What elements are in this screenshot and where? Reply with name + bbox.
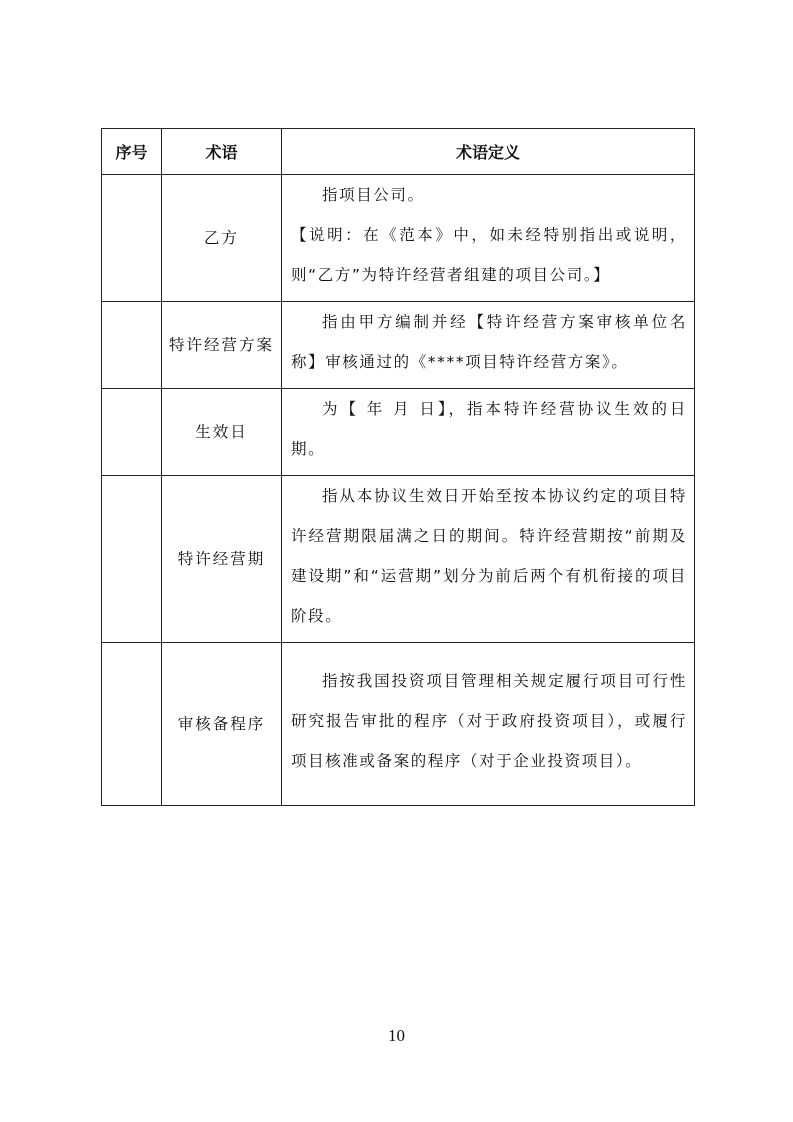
cell-definition [282,302,695,389]
definition-text: 指从本协议生效日开始至按本协议约定的项目特许经营期限届满之日的期间。特许经营期按“前期及建设期”和“运营期”划分为前后两个有机衔接的项目阶段。 [291,487,687,625]
table-row [102,476,695,643]
cell-no [102,476,162,643]
header-term: 术语 [162,129,282,175]
cell-no [102,643,162,806]
cell-term: 审核备程序 [162,643,282,806]
header-no: 序号 [102,129,162,175]
cell-term: 特许经营方案 [162,302,282,389]
cell-no [102,389,162,476]
cell-definition [282,175,695,302]
cell-term: 乙方 [162,175,282,302]
table-row [102,302,695,389]
definition-text: 指项目公司。 [322,186,425,204]
cell-term: 生效日 [162,389,282,476]
cell-definition [282,643,695,806]
terms-table [101,128,695,806]
definition-text: 为【 年 月 日】，指本特许经营协议生效的日期。 [291,400,687,458]
definition-text: 指由甲方编制并经【特许经营方案审核单位名称】审核通过的《****项目特许经营方案》。 [291,313,687,371]
cell-definition [282,389,695,476]
definition-note: 【说明：在《范本》中，如未经特别指出或说明，则“乙方”为特许经营者组建的项目公司。】 [291,226,687,284]
cell-definition [282,476,695,643]
header-definition: 术语定义 [282,129,695,175]
definition-text: 指按我国投资项目管理相关规定履行项目可行性研究报告审批的程序（对于政府投资项目），或履行项目核准或备案的程序（对于企业投资项目）。 [291,672,687,770]
page-number: 10 [388,1026,405,1045]
table-header-row [102,129,695,175]
table-row [102,175,695,302]
table-row [102,643,695,806]
cell-no [102,302,162,389]
cell-no [102,175,162,302]
table-row [102,389,695,476]
cell-term: 特许经营期 [162,476,282,643]
